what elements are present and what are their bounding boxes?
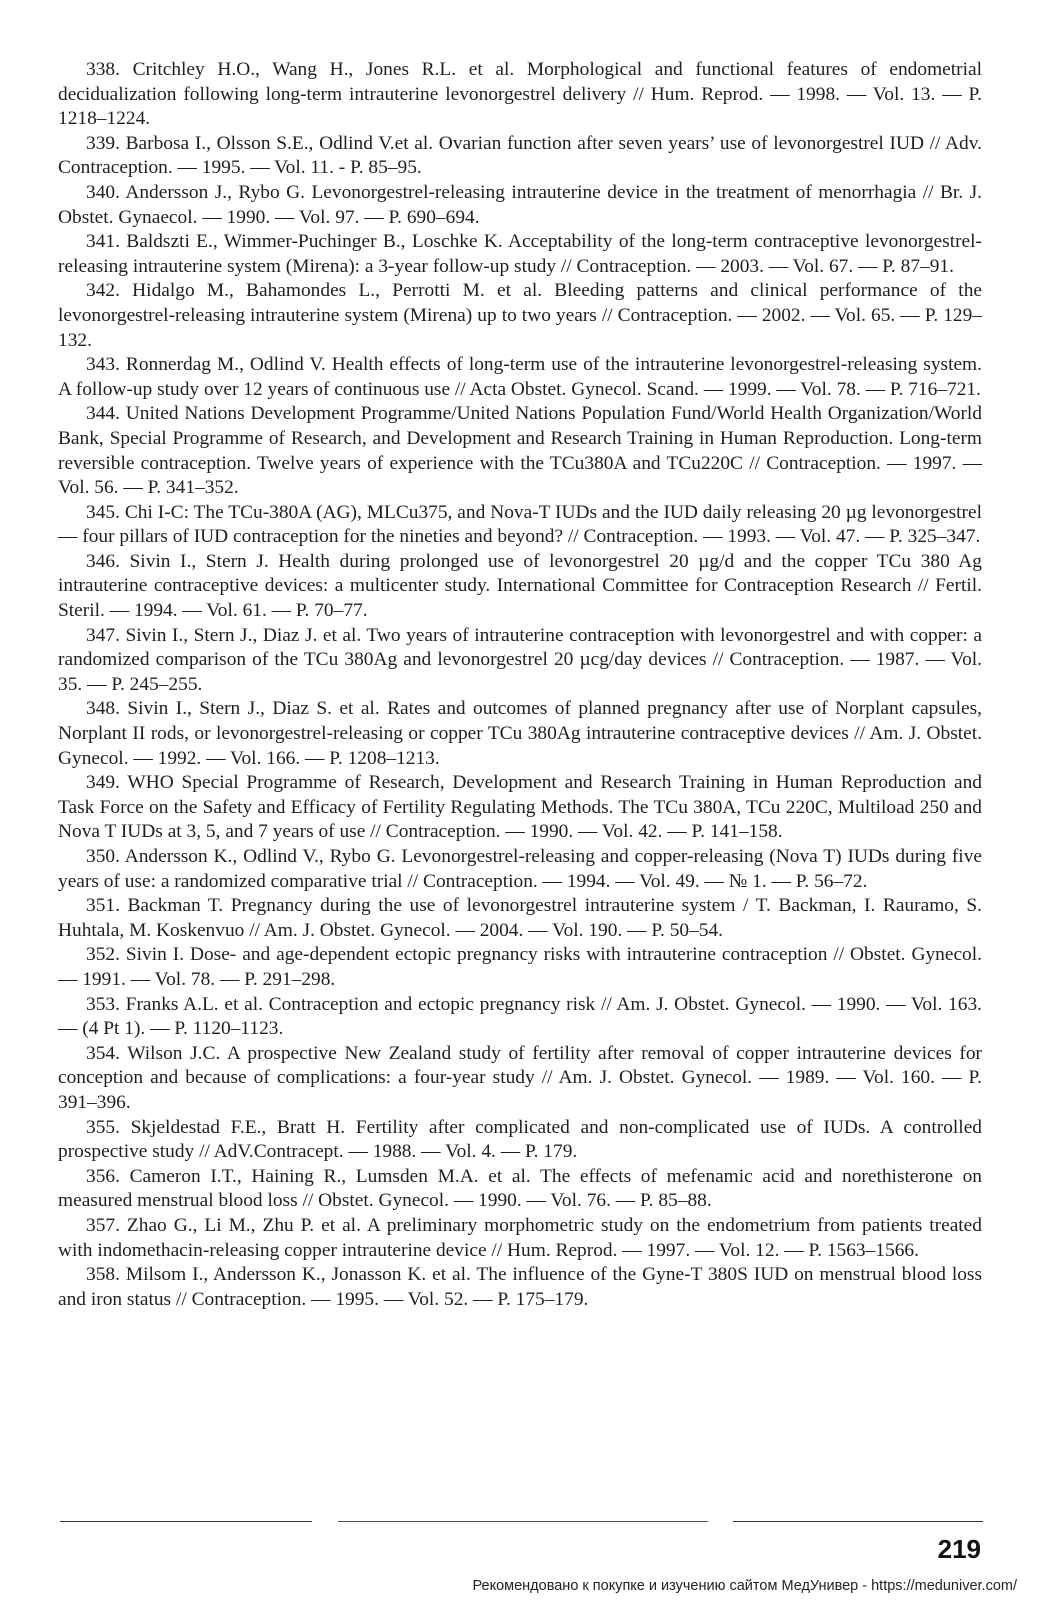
reference-entry-344: 344. United Nations Development Programme/United Nations Population Fund/World Health Organization/World Bank, Special Programme of Research, and Development and Research Training in Human Reproduction. Long-term reversible contraception. Twelve years of experience with the TCu380A and TCu220C // Contraception. — 1997. — Vol. 56. — P. 341–352.: [58, 403, 982, 499]
reference-entry-350: 350. Andersson K., Odlind V., Rybo G. Levonorgestrel-releasing and copper-releasing (Nova T) IUDs during five years of use: a randomized comparative trial // Contraception. — 1994. — Vol. 49. — № 1. — P. 56–72.: [58, 846, 982, 892]
reference-entry-340: 340. Andersson J., Rybo G. Levonorgestrel-releasing intrauterine device in the treatment of menorrhagia // Br. J. Obstet. Gynaecol. — 1990. — Vol. 97. — P. 690–694.: [58, 181, 982, 228]
reference-entry-339: 339. Barbosa I., Olsson S.E., Odlind V.et al. Ovarian function after seven years’ use of levonorgestrel IUD // Adv. Contraception. — 1995. — Vol. 11. - P. 85–95.: [58, 132, 982, 179]
footer-divider-middle: [338, 1521, 708, 1522]
reference-entry-348: 348. Sivin I., Stern J., Diaz S. et al. Rates and outcomes of planned pregnancy after use of Norplant capsules, Norplant II rods, or levonorgestrel-releasing or copper TCu 380Ag intrauterine contraceptive devices // Am. J. Obstet. Gynecol. — 1992. — Vol. 166. — P. 1208–1213.: [58, 698, 982, 769]
reference-entry-354: 354. Wilson J.C. A prospective New Zealand study of fertility after removal of copper intrauterine devices for conception and because of complications: a four-year study // Am. J. Obstet. Gynecol. — 1989. — Vol. 160. — P. 391–396.: [58, 1042, 982, 1113]
page-number: 219: [937, 1534, 981, 1564]
reference-entry-353: 353. Franks A.L. et al. Contraception and ectopic pregnancy risk // Am. J. Obstet. Gynecol. — 1990. — Vol. 163. — (4 Pt 1). — P. 1120–1123.: [58, 993, 982, 1040]
reference-entry-338: 338. Critchley H.O., Wang H., Jones R.L. et al. Morphological and functional features of endometrial decidualization following long-term intrauterine levonorgestrel delivery // Hum. Reprod. — 1998. — Vol. 13. — P. 1218–1224.: [58, 59, 982, 130]
reference-entry-345: 345. Chi I-C: The TCu-380A (AG), MLCu375, and Nova-T IUDs and the IUD daily releasing 20 µg levonorgestrel — four pillars of IUD contraception for the nineties and beyond? // Contraception. — 1993. — Vol. 47. — P. 325–347.: [58, 501, 982, 548]
reference-entry-351: 351. Backman T. Pregnancy during the use of levonorgestrel intrauterine system / T. Backman, I. Rauramo, S. Huhtala, M. Koskenvuo // Am. J. Obstet. Gynecol. — 2004. — Vol. 190. — P. 50–54.: [58, 895, 982, 941]
reference-entry-346: 346. Sivin I., Stern J. Health during prolonged use of levonorgestrel 20 µg/d and the copper TCu 380 Ag intrauterine contraceptive devices: a multicenter study. International Committee for Contraception Research // Fertil. Steril. — 1994. — Vol. 61. — P. 70–77.: [58, 550, 982, 622]
reference-entry-342: 342. Hidalgo M., Bahamondes L., Perrotti M. et al. Bleeding patterns and clinical performance of the levonorgestrel-releasing intrauterine system (Mirena) up to two years // Contraception. — 2002. — Vol. 65. — P. 129–132.: [58, 280, 982, 351]
reference-entry-356: 356. Cameron I.T., Haining R., Lumsden M.A. et al. The effects of mefenamic acid and norethisterone on measured menstrual blood loss // Obstet. Gynecol. — 1990. — Vol. 76. — P. 85–88.: [58, 1165, 982, 1212]
reference-entry-349: 349. WHO Special Programme of Research, Development and Research Training in Human Reproduction and Task Force on the Safety and Efficacy of Fertility Regulating Methods. The TCu 380A, TCu 220C, Multiload 250 and Nova T IUDs at 3, 5, and 7 years of use // Contraception. — 1990. — Vol. 42. — P. 141–158.: [58, 772, 982, 843]
reference-entry-343: 343. Ronnerdag M., Odlind V. Health effects of long-term use of the intrauterine levonorgestrel-releasing system. A follow-up study over 12 years of continuous use // Acta Obstet. Gynecol. Scand. — 1999. — Vol. 78. — P. 716–721.: [58, 354, 982, 400]
reference-entry-357: 357. Zhao G., Li M., Zhu P. et al. A preliminary morphometric study on the endometrium from patients treated with indomethacin-releasing copper intrauterine device // Hum. Reprod. — 1997. — Vol. 12. — P. 1563–1566.: [58, 1214, 982, 1261]
reference-entry-352: 352. Sivin I. Dose- and age-dependent ectopic pregnancy risks with intrauterine contraception // Obstet. Gynecol. — 1991. — Vol. 78. — P. 291–298.: [58, 944, 982, 990]
site-watermark: Рекомендовано к покупке и изучению сайтом МедУнивер - https://meduniver.com/: [472, 1578, 1017, 1594]
reference-entry-355: 355. Skjeldestad F.E., Bratt H. Fertility after complicated and non-complicated use of IUDs. A controlled prospective study // AdV.Contracept. — 1988. — Vol. 4. — P. 179.: [58, 1116, 982, 1163]
reference-entry-347: 347. Sivin I., Stern J., Diaz J. et al. Two years of intrauterine contraception with levonorgestrel and with copper: a randomized comparison of the TCu 380Ag and levonorgestrel 20 µcg/day devices // Contraception. — 1987. — Vol. 35. — P. 245–255.: [58, 624, 982, 695]
footer-divider-right: [733, 1521, 983, 1522]
footer-divider-left: [60, 1521, 312, 1522]
reference-list: [58, 58, 982, 1312]
reference-entry-358: 358. Milsom I., Andersson K., Jonasson K. et al. The influence of the Gyne-T 380S IUD on menstrual blood loss and iron status // Contraception. — 1995. — Vol. 52. — P. 175–179.: [58, 1264, 982, 1310]
reference-entry-341: 341. Baldszti E., Wimmer-Puchinger B., Loschke K. Acceptability of the long-term contraceptive levonorgestrel-releasing intrauterine system (Mirena): a 3-year follow-up study // Contraception. — 2003. — Vol. 67. — P. 87–91.: [58, 231, 982, 277]
